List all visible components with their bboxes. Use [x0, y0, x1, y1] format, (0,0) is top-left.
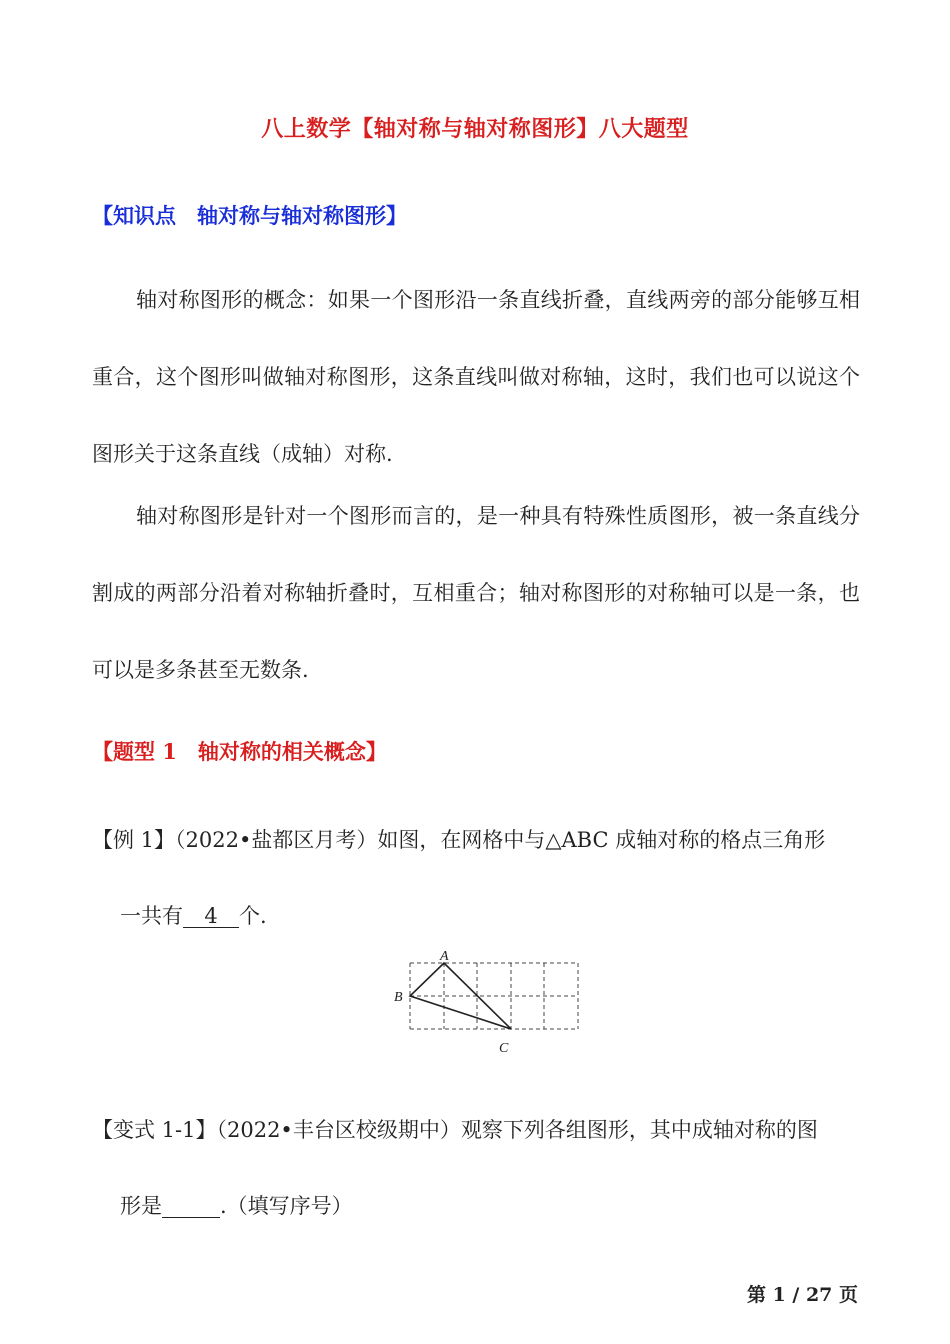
- example1-question-line1: 【例 1】（2022•盐都区月考）如图，在网格中与△ABC 成轴对称的格点三角形: [92, 828, 826, 852]
- page-number: 第 1 / 27 页: [746, 1284, 858, 1306]
- grid-triangle-figure: [390, 948, 590, 1060]
- variant1-1-prefix: 形是: [120, 1194, 162, 1218]
- vertex-label-b: B: [394, 990, 403, 1005]
- dashed-grid: [410, 963, 578, 1029]
- example1-answer-blank: 4: [183, 905, 239, 928]
- knowledge-paragraph-2: 轴对称图形是针对一个图形而言的，是一种具有特殊性质图形，被一条直线分割成的两部分沿着对称轴折叠时，互相重合；轴对称图形的对称轴可以是一条，也可以是多条甚至无数条.: [92, 504, 860, 682]
- type1-heading: 【题型 1 轴对称的相关概念】: [92, 739, 387, 764]
- knowledge-heading: 【知识点 轴对称与轴对称图形】: [92, 203, 407, 228]
- variant1-1-question-line2: [120, 1190, 353, 1220]
- example1-prefix: 一共有: [120, 904, 183, 928]
- vertex-label-a: A: [440, 949, 449, 964]
- variant1-1-question-line1: 【变式 1-1】（2022•丰台区校级期中）观察下列各组图形，其中成轴对称的图: [92, 1118, 818, 1142]
- example1-suffix: 个.: [239, 904, 267, 928]
- example1-question-line2: [120, 900, 267, 930]
- vertex-label-c: C: [499, 1041, 509, 1056]
- variant1-1-answer-blank: [162, 1195, 220, 1218]
- page-title: 八上数学【轴对称与轴对称图形】八大题型: [261, 116, 689, 142]
- knowledge-paragraph-1: 轴对称图形的概念：如果一个图形沿一条直线折叠，直线两旁的部分能够互相重合，这个图形叫做轴对称图形，这条直线叫做对称轴，这时，我们也可以说这个图形关于这条直线（成轴）对称.: [92, 288, 860, 466]
- variant1-1-suffix: .（填写序号）: [220, 1194, 353, 1218]
